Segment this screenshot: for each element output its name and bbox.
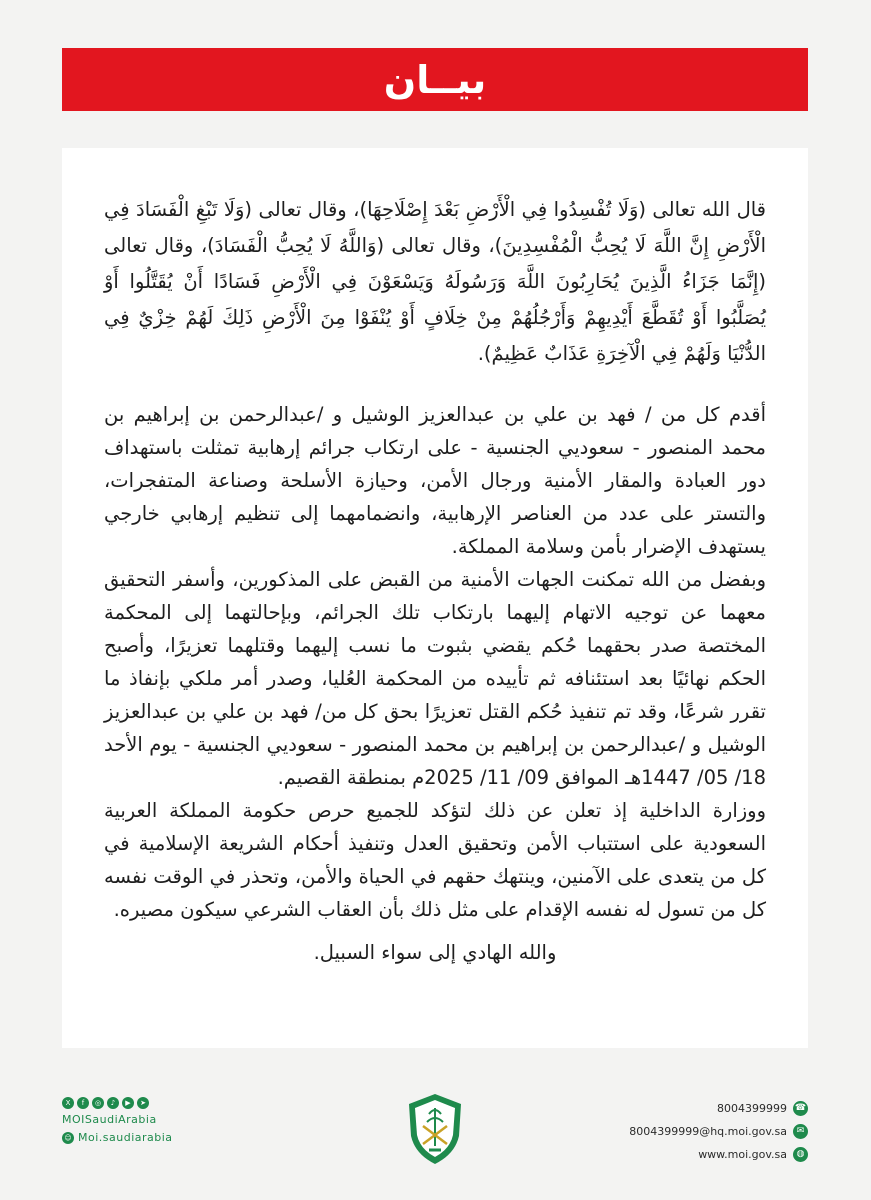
ministry-emblem <box>399 1088 471 1168</box>
email-address: 8004399999@hq.moi.gov.sa <box>629 1124 787 1138</box>
snapchat-row[interactable] <box>62 1131 242 1144</box>
banner-title: بيــان <box>383 57 487 102</box>
social-block <box>62 1097 242 1144</box>
closing-line: والله الهادي إلى سواء السبيل. <box>313 941 557 964</box>
statement-paragraph-accusation: أقدم كل من / فهد بن علي بن عبدالعزيز الوشيل و /عبدالرحمن بن إبراهيم بن محمد المنصور - سعوديي الجنسية - على ارتكاب جرائم إرهابية تمثلت باستهداف دور العبادة والمقار الأمنية ورجال الأمن، وحيازة الأسلحة وصناعة المتفجرات، والتستر على عدد من العناصر الإرهابية، وانضمامهما إلى تنظيم إرهابي خارجي يستهدف الإضرار بأمن وسلامة المملكة. <box>104 403 766 558</box>
phone-row[interactable] <box>616 1098 808 1118</box>
statement-card <box>62 148 808 1048</box>
quran-verses: قال الله تعالى (وَلَا تُفْسِدُوا فِي الْأَرْضِ بَعْدَ إِصْلَاحِهَا)، وقال تعالى (وَلَا تَبْغِ الْفَسَادَ فِي الْأَرْضِ إِنَّ اللَّهَ لَا يُحِبُّ الْمُفْسِدِينَ)، وقال تعالى (وَاللَّهُ لَا يُحِبُّ الْفَسَادَ)، وقال تعالى (إِنَّمَا جَزَاءُ الَّذِينَ يُحَارِبُونَ اللَّهَ وَرَسُولَهُ وَيَسْعَوْنَ فِي الْأَرْضِ فَسَادًا أَنْ يُقَتَّلُوا أَوْ يُصَلَّبُوا أَوْ تُقَطَّعَ أَيْدِيهِمْ وَأَرْجُلُهُمْ مِنْ خِلَافٍ أَوْ يُنْفَوْا مِنَ الْأَرْضِ ذَلِكَ لَهُمْ خِزْيٌ فِي الدُّنْيَا وَلَهُمْ فِي الْآخِرَةِ عَذَابٌ عَظِيمٌ). <box>104 198 766 365</box>
email-icon: ✉ <box>793 1124 808 1139</box>
phone-icon: ☎ <box>793 1101 808 1116</box>
x-icon[interactable]: X <box>62 1097 74 1109</box>
instagram-icon[interactable]: ◎ <box>92 1097 104 1109</box>
facebook-icon[interactable]: f <box>77 1097 89 1109</box>
email-row[interactable] <box>616 1121 808 1141</box>
statement-paragraph-verdict: وبفضل من الله تمكنت الجهات الأمنية من القبض على المذكورين، وأسفر التحقيق معهما عن توجيه الاتهام إليهما بارتكاب تلك الجرائم، وبإحالتهما إلى المحكمة المختصة صدر بحقهما حُكم يقضي بثبوت ما نسب إليهما وقتلهما تعزيرًا، وأصبح الحكم نهائيًا بعد استئنافه ثم تأييده من المحكمة العُليا، وصدر أمر ملكي بإنفاذ ما تقرر شرعًا، وقد تم تنفيذ حُكم القتل تعزيرًا بحق كل من/ فهد بن علي بن عبدالعزيز الوشيل و /عبدالرحمن بن إبراهيم بن محمد المنصور - سعوديي الجنسية - يوم الأحد 18/ 05/ 1447هـ الموافق 09/ 11/ 2025م بمنطقة القصيم. <box>104 568 766 789</box>
youtube-icon[interactable]: ▶ <box>122 1097 134 1109</box>
contact-block <box>616 1098 808 1167</box>
tiktok-icon[interactable]: ♪ <box>107 1097 119 1109</box>
statement-banner <box>62 48 808 111</box>
phone-number: 8004399999 <box>717 1101 787 1115</box>
website-url: www.moi.gov.sa <box>698 1147 787 1161</box>
social-icons <box>62 1097 242 1109</box>
snapchat-handle: Moi.saudiarabia <box>78 1131 173 1144</box>
social-handle[interactable]: MOISaudiArabia <box>62 1113 157 1126</box>
globe-icon: ◍ <box>793 1147 808 1162</box>
website-row[interactable] <box>616 1144 808 1164</box>
telegram-icon[interactable]: ➤ <box>137 1097 149 1109</box>
snapchat-icon: ☺ <box>62 1132 74 1144</box>
statement-paragraph-warning: ووزارة الداخلية إذ تعلن عن ذلك لتؤكد للجميع حرص حكومة المملكة العربية السعودية على استتباب الأمن وتحقيق العدل وتنفيذ أحكام الشريعة الإسلامية في كل من يتعدى على الآمنين، وينتهك حقهم في الحياة والأمن، وتحذر في الوقت نفسه كل من تسول له نفسه الإقدام على مثل ذلك بأن العقاب الشرعي سيكون مصيره. <box>104 799 766 921</box>
